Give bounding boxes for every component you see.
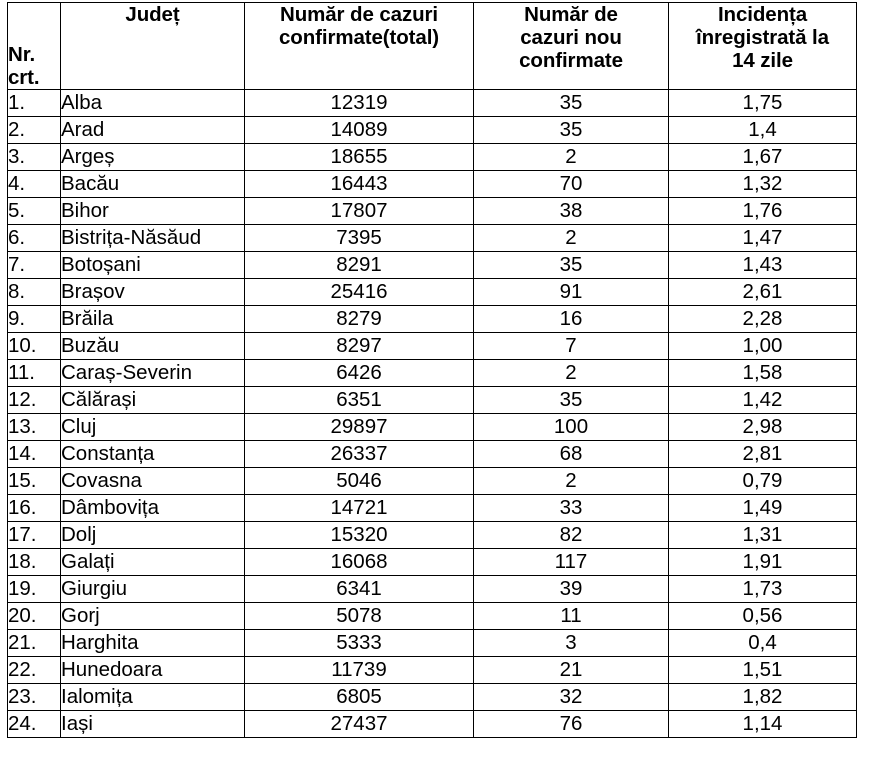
- cell-total-cases: 14089: [245, 117, 474, 144]
- cell-nr-crt: 12.: [8, 387, 61, 414]
- column-header-total-cases-line1: Număr de cazuri: [280, 3, 438, 26]
- cell-total-cases: 27437: [245, 711, 474, 738]
- cell-nr-crt: 16.: [8, 495, 61, 522]
- cell-total-cases: 8291: [245, 252, 474, 279]
- table-row: [8, 657, 857, 684]
- cell-new-cases: 2: [474, 468, 669, 495]
- cell-total-cases: 8279: [245, 306, 474, 333]
- cell-nr-crt: 9.: [8, 306, 61, 333]
- cell-total-cases: 5046: [245, 468, 474, 495]
- table-row: [8, 387, 857, 414]
- column-header-new-cases-line2: cazuri nou: [520, 26, 622, 50]
- cell-judet: Dolj: [61, 522, 245, 549]
- cell-total-cases: 6426: [245, 360, 474, 387]
- cell-total-cases: 8297: [245, 333, 474, 360]
- cell-incidence: 1,67: [669, 144, 857, 171]
- cell-judet: Bihor: [61, 198, 245, 225]
- cell-incidence: 1,76: [669, 198, 857, 225]
- cell-new-cases: 82: [474, 522, 669, 549]
- cell-judet: Cluj: [61, 414, 245, 441]
- table-row: [8, 414, 857, 441]
- column-header-incidence-line2: înregistrată la: [696, 26, 829, 50]
- cell-total-cases: 29897: [245, 414, 474, 441]
- cell-incidence: 1,14: [669, 711, 857, 738]
- cell-judet: Galați: [61, 549, 245, 576]
- cell-nr-crt: 4.: [8, 171, 61, 198]
- table-row: [8, 279, 857, 306]
- table-row: [8, 225, 857, 252]
- cell-total-cases: 6341: [245, 576, 474, 603]
- cell-incidence: 1,4: [669, 117, 857, 144]
- cell-nr-crt: 1.: [8, 90, 61, 117]
- cell-new-cases: 35: [474, 252, 669, 279]
- cell-nr-crt: 11.: [8, 360, 61, 387]
- cell-new-cases: 2: [474, 144, 669, 171]
- cell-new-cases: 16: [474, 306, 669, 333]
- cell-nr-crt: 15.: [8, 468, 61, 495]
- cell-total-cases: 26337: [245, 441, 474, 468]
- cell-nr-crt: 8.: [8, 279, 61, 306]
- cell-new-cases: 21: [474, 657, 669, 684]
- cell-total-cases: 16068: [245, 549, 474, 576]
- cell-nr-crt: 22.: [8, 657, 61, 684]
- column-header-judet: Județ: [61, 3, 245, 90]
- cell-nr-crt: 17.: [8, 522, 61, 549]
- cell-new-cases: 35: [474, 117, 669, 144]
- cell-total-cases: 6805: [245, 684, 474, 711]
- cell-nr-crt: 14.: [8, 441, 61, 468]
- column-header-incidence-line1: Incidența: [717, 3, 808, 26]
- table-row: [8, 171, 857, 198]
- header-row: [8, 3, 857, 90]
- cell-incidence: 1,58: [669, 360, 857, 387]
- cell-total-cases: 14721: [245, 495, 474, 522]
- cell-judet: Giurgiu: [61, 576, 245, 603]
- cell-nr-crt: 7.: [8, 252, 61, 279]
- cell-incidence: 1,91: [669, 549, 857, 576]
- table-row: [8, 684, 857, 711]
- cell-judet: Alba: [61, 90, 245, 117]
- cell-judet: Brașov: [61, 279, 245, 306]
- column-header-nr-crt-line2: crt.: [8, 65, 40, 89]
- table-row: [8, 90, 857, 117]
- table-row: [8, 495, 857, 522]
- cell-incidence: 1,51: [669, 657, 857, 684]
- table-body: [8, 90, 857, 738]
- cell-new-cases: 35: [474, 90, 669, 117]
- cell-judet: Hunedoara: [61, 657, 245, 684]
- cell-total-cases: 6351: [245, 387, 474, 414]
- cell-judet: Arad: [61, 117, 245, 144]
- cell-new-cases: 2: [474, 360, 669, 387]
- cell-new-cases: 3: [474, 630, 669, 657]
- cell-nr-crt: 18.: [8, 549, 61, 576]
- table-row: [8, 144, 857, 171]
- cell-incidence: 0,79: [669, 468, 857, 495]
- cell-incidence: 0,4: [669, 630, 857, 657]
- cell-new-cases: 100: [474, 414, 669, 441]
- cell-total-cases: 5333: [245, 630, 474, 657]
- cell-new-cases: 76: [474, 711, 669, 738]
- cell-total-cases: 16443: [245, 171, 474, 198]
- cell-incidence: 1,31: [669, 522, 857, 549]
- cell-incidence: 2,28: [669, 306, 857, 333]
- cell-incidence: 0,56: [669, 603, 857, 630]
- cell-judet: Bacău: [61, 171, 245, 198]
- cell-total-cases: 5078: [245, 603, 474, 630]
- cell-judet: Călărași: [61, 387, 245, 414]
- table-row: [8, 549, 857, 576]
- cell-judet: Brăila: [61, 306, 245, 333]
- table-row: [8, 252, 857, 279]
- cell-new-cases: 35: [474, 387, 669, 414]
- cell-incidence: 2,61: [669, 279, 857, 306]
- cell-judet: Ialomița: [61, 684, 245, 711]
- cell-new-cases: 32: [474, 684, 669, 711]
- cell-nr-crt: 3.: [8, 144, 61, 171]
- cell-judet: Bistrița-Năsăud: [61, 225, 245, 252]
- cell-total-cases: 15320: [245, 522, 474, 549]
- cell-nr-crt: 5.: [8, 198, 61, 225]
- cell-incidence: 1,47: [669, 225, 857, 252]
- cell-total-cases: 7395: [245, 225, 474, 252]
- cell-judet: Botoșani: [61, 252, 245, 279]
- cell-new-cases: 117: [474, 549, 669, 576]
- cell-new-cases: 39: [474, 576, 669, 603]
- cell-total-cases: 11739: [245, 657, 474, 684]
- cell-judet: Caraș-Severin: [61, 360, 245, 387]
- column-header-nr-crt: [8, 3, 61, 90]
- cell-nr-crt: 6.: [8, 225, 61, 252]
- cell-incidence: 1,32: [669, 171, 857, 198]
- table-row: [8, 711, 857, 738]
- cell-new-cases: 70: [474, 171, 669, 198]
- column-header-new-cases-line1: Număr de: [524, 3, 618, 26]
- column-header-new-cases: [474, 3, 669, 90]
- table-row: [8, 306, 857, 333]
- cell-incidence: 1,82: [669, 684, 857, 711]
- cell-judet: Argeș: [61, 144, 245, 171]
- cell-nr-crt: 24.: [8, 711, 61, 738]
- cell-nr-crt: 2.: [8, 117, 61, 144]
- cell-incidence: 1,42: [669, 387, 857, 414]
- cell-incidence: 2,81: [669, 441, 857, 468]
- cell-nr-crt: 13.: [8, 414, 61, 441]
- table-row: [8, 117, 857, 144]
- table-row: [8, 603, 857, 630]
- table-row: [8, 576, 857, 603]
- cell-incidence: 1,00: [669, 333, 857, 360]
- cell-new-cases: 7: [474, 333, 669, 360]
- cell-incidence: 1,73: [669, 576, 857, 603]
- cell-new-cases: 33: [474, 495, 669, 522]
- cell-total-cases: 18655: [245, 144, 474, 171]
- column-header-total-cases: [245, 3, 474, 90]
- column-header-new-cases-line3: confirmate: [519, 49, 623, 73]
- table-row: [8, 198, 857, 225]
- cell-incidence: 1,75: [669, 90, 857, 117]
- cell-nr-crt: 20.: [8, 603, 61, 630]
- cell-total-cases: 12319: [245, 90, 474, 117]
- cell-judet: Iași: [61, 711, 245, 738]
- column-header-nr-crt-line1: Nr.: [8, 42, 36, 66]
- cell-nr-crt: 23.: [8, 684, 61, 711]
- cell-incidence: 2,98: [669, 414, 857, 441]
- cell-nr-crt: 19.: [8, 576, 61, 603]
- cell-new-cases: 2: [474, 225, 669, 252]
- cell-total-cases: 25416: [245, 279, 474, 306]
- cell-total-cases: 17807: [245, 198, 474, 225]
- cell-judet: Harghita: [61, 630, 245, 657]
- table-row: [8, 333, 857, 360]
- cell-new-cases: 68: [474, 441, 669, 468]
- table-row: [8, 630, 857, 657]
- cell-judet: Buzău: [61, 333, 245, 360]
- cell-new-cases: 91: [474, 279, 669, 306]
- cell-new-cases: 38: [474, 198, 669, 225]
- counties-cases-table: [7, 2, 857, 738]
- cell-judet: Covasna: [61, 468, 245, 495]
- table-row: [8, 441, 857, 468]
- table-row: [8, 522, 857, 549]
- cell-judet: Constanța: [61, 441, 245, 468]
- column-header-total-cases-line2: confirmate(total): [278, 26, 440, 50]
- table-header: [8, 3, 857, 90]
- cell-nr-crt: 10.: [8, 333, 61, 360]
- cell-judet: Dâmbovița: [61, 495, 245, 522]
- table-row: [8, 468, 857, 495]
- column-header-incidence: [669, 3, 857, 90]
- cell-incidence: 1,49: [669, 495, 857, 522]
- column-header-incidence-line3: 14 zile: [732, 49, 793, 73]
- cell-nr-crt: 21.: [8, 630, 61, 657]
- cell-incidence: 1,43: [669, 252, 857, 279]
- cell-new-cases: 11: [474, 603, 669, 630]
- table-row: [8, 360, 857, 387]
- cell-judet: Gorj: [61, 603, 245, 630]
